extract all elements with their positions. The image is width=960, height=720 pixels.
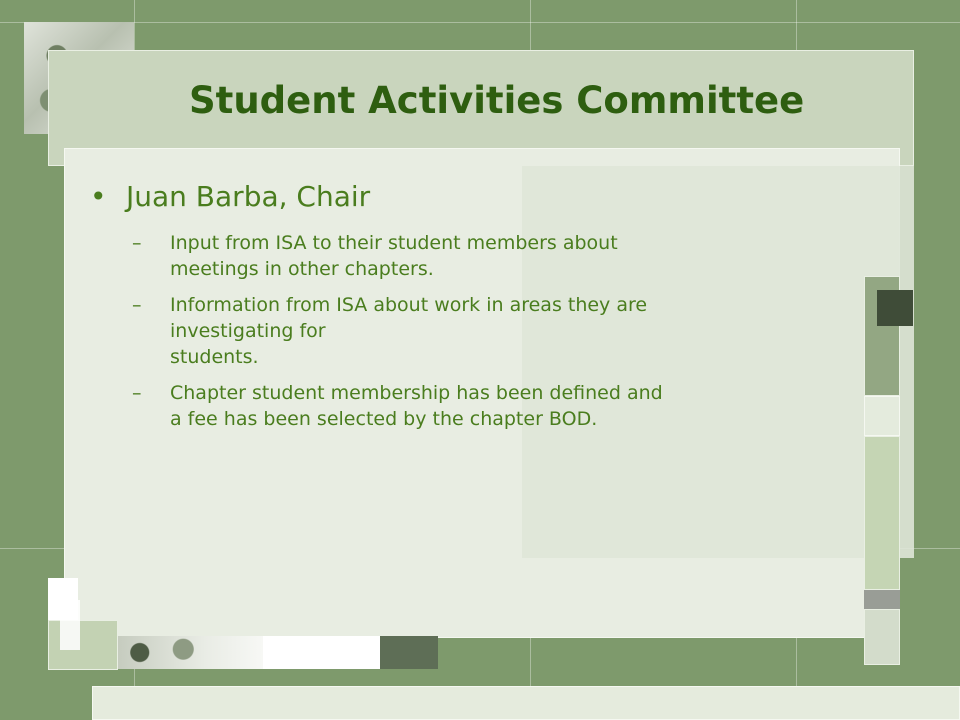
main-bullet-text: Juan Barba, Chair [126, 180, 371, 213]
decor-block [864, 609, 900, 665]
decor-block [864, 436, 900, 590]
decor-white-block [263, 636, 380, 669]
slide-title: Student Activities Committee [189, 79, 805, 122]
decor-block [864, 590, 900, 609]
sub-bullet-text: Input from ISA to their student members about meetings in other chapters. [170, 232, 618, 280]
dash-marker: – [132, 382, 142, 404]
dash-marker: – [132, 294, 142, 316]
decor-dark-block [380, 636, 438, 669]
sub-bullet-item [132, 230, 832, 282]
leaf-photo-decoration [118, 636, 263, 669]
sub-bullet-text: Chapter student membership has been defined and a fee has been selected by the chapter BOD. [170, 382, 663, 430]
decor-bottom-strip [92, 686, 960, 720]
bullet-marker: • [90, 180, 107, 213]
sub-bullet-list [132, 230, 832, 442]
decor-block [48, 620, 118, 670]
sub-bullet-text: Information from ISA about work in areas they are investigating for students. [170, 294, 648, 368]
main-bullet [90, 180, 370, 213]
sub-bullet-item [132, 292, 832, 370]
grid-line [0, 22, 960, 23]
dash-marker: – [132, 232, 142, 254]
decor-dark-square [877, 290, 913, 326]
decor-white-square [60, 600, 80, 650]
sub-bullet-item [132, 380, 832, 432]
decor-block [864, 396, 900, 436]
